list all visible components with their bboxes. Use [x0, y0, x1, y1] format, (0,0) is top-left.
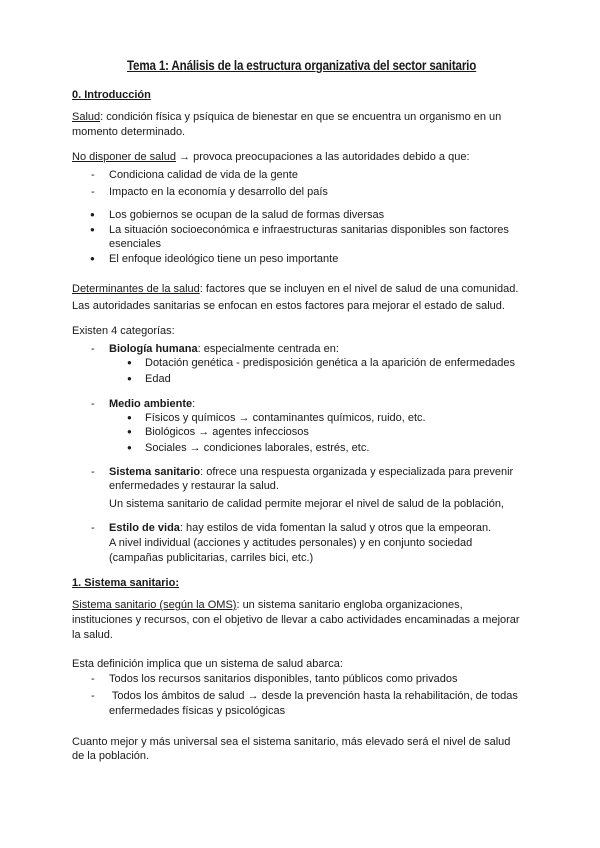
list-item: Todos los recursos sanitarios disponibles, tanto públicos como privados [109, 673, 458, 685]
no-salud-term: No disponer de salud [72, 151, 176, 163]
dash-marker: - [91, 398, 95, 410]
abarca-intro: Esta definición implica que un sistema de salud abarca: [72, 658, 343, 670]
bullet-marker: ● [127, 443, 132, 452]
list-item: Biológicos → agentes infecciosos [145, 426, 309, 438]
salud-term: Salud [72, 111, 101, 123]
determinantes-term: Determinantes de la salud [72, 283, 200, 295]
oms-definition-line1 [72, 597, 463, 613]
list-item: Físicos y químicos → contaminantes químicos, ruido, etc. [145, 412, 426, 424]
bullet-marker: ● [90, 225, 95, 234]
category-term: Medio ambiente [109, 398, 193, 410]
dash-marker: - [91, 343, 95, 355]
list-item: Edad [145, 373, 171, 385]
categorias-intro: Existen 4 categorías: [72, 325, 175, 337]
salud-definition-line1 [72, 109, 501, 125]
category-estilo-vida [109, 520, 491, 536]
category-continuation: (campañas publicitarias, carriles bici, etc.) [109, 552, 314, 564]
determinantes-text: : factores que se incluyen en el nivel de salud de una comunidad. [199, 283, 519, 295]
section-heading-introduccion: 0. Introducción [72, 89, 151, 101]
list-item: Impacto en la economía y desarrollo del país [109, 186, 328, 198]
no-salud-text: → provoca preocupaciones a las autoridades debido a que: [175, 151, 470, 163]
dash-marker: - [91, 169, 95, 181]
category-continuation: enfermedades y restaurar la salud. [109, 480, 279, 492]
category-term: Estilo de vida [109, 522, 180, 534]
closing-line1: Cuanto mejor y más universal sea el sistema sanitario, más elevado será el nivel de salud [72, 736, 511, 748]
category-term: Sistema sanitario [109, 466, 201, 478]
bullet-marker: ● [127, 413, 132, 422]
no-salud-line [72, 149, 470, 165]
list-item: La situación socioeconómica e infraestructuras sanitarias disponibles son factores [109, 224, 509, 236]
oms-definition-line2: instituciones y recursos, con el objetivo de llevar a cabo actividades encaminadas a mejorar [72, 614, 520, 626]
salud-definition-line2: momento determinado. [72, 126, 186, 138]
dash-marker: - [91, 690, 95, 702]
determinantes-line1 [72, 281, 518, 297]
category-continuation: Un sistema sanitario de calidad permite mejorar el nivel de salud de la población, [109, 498, 504, 510]
dash-marker: - [91, 522, 95, 534]
category-text: : [192, 398, 196, 410]
oms-definition-line3: la salud. [72, 629, 113, 641]
category-text: : especialmente centrada en: [197, 343, 339, 355]
category-text: : hay estilos de vida fomentan la salud y otros que la empeoran. [179, 522, 492, 534]
category-term: Biología humana [109, 343, 198, 355]
list-item: El enfoque ideológico tiene un peso importante [109, 253, 339, 265]
bullet-marker: ● [127, 427, 132, 436]
list-item: Condiciona calidad de vida de la gente [109, 169, 298, 181]
salud-definition-text: : condición física y psíquica de bienestar en que se encuentra un organismo en un [100, 111, 502, 123]
dash-marker: - [91, 673, 95, 685]
dash-marker: - [91, 466, 95, 478]
closing-line2: de la población. [72, 750, 150, 762]
oms-text: : un sistema sanitario engloba organizaciones, [236, 599, 463, 611]
oms-term: Sistema sanitario (según la OMS) [72, 599, 237, 611]
list-item: Los gobiernos se ocupan de la salud de formas diversas [109, 209, 385, 221]
list-item-continuation: enfermedades físicas y psicológicas [109, 705, 286, 717]
category-text: : ofrece una respuesta organizada y especializada para prevenir [200, 466, 514, 478]
category-continuation: A nivel individual (acciones y actitudes personales) y en conjunto sociedad [109, 537, 473, 549]
list-item: Sociales → condiciones laborales, estrés, etc. [145, 442, 370, 454]
list-item-continuation: esenciales [109, 238, 161, 250]
page-title: Tema 1: Análisis de la estructura organizativa del sector sanitario [127, 58, 477, 73]
bullet-marker: ● [90, 254, 95, 263]
bullet-marker: ● [127, 374, 132, 383]
dash-marker: - [91, 186, 95, 198]
determinantes-line2: Las autoridades sanitarias se enfocan en estos factores para mejorar el estado de salud. [72, 300, 505, 312]
section-heading-sistema-sanitario: 1. Sistema sanitario: [72, 577, 179, 589]
list-item: Todos los ámbitos de salud → desde la prevención hasta la rehabilitación, de todas [109, 690, 518, 702]
bullet-marker: ● [127, 358, 132, 367]
list-item: Dotación genética - predisposición genética a la aparición de enfermedades [145, 357, 515, 369]
bullet-marker: ● [90, 210, 95, 219]
